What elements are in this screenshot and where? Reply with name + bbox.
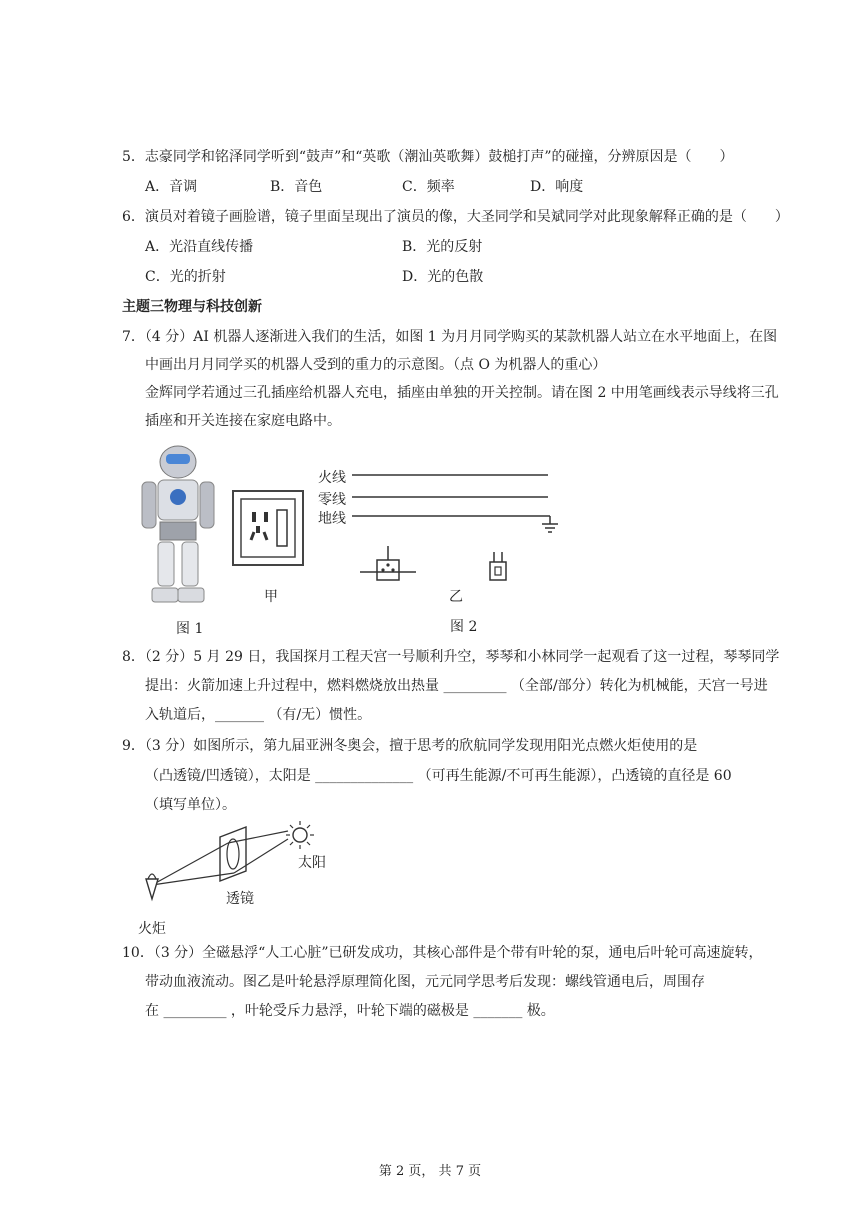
q8-line2: 提出：火箭加速上升过程中，燃料燃烧放出热量 _________ （全部/部分）转化为机械能，天宫一号进 xyxy=(145,678,768,694)
q9-line2: （凸透镜/凹透镜），太阳是 ______________ （可再生能源/不可再生能源），凸透镜的直径是 60 xyxy=(145,768,732,784)
q10-line1: 10．（3 分）全磁悬浮“人工心脏”已研发成功，其核心部件是个带有叶轮的泵，通电后叶轮可高速旋转， xyxy=(122,945,763,961)
sun-label: 太阳 xyxy=(298,855,326,871)
q6-option-b: B．光的反射 xyxy=(402,239,483,255)
label-yi: 乙 xyxy=(449,589,463,605)
q8-line3: 入轨道后，_______ （有/无）惯性。 xyxy=(145,707,372,723)
q5-option-a: A．音调 xyxy=(145,179,198,195)
q9-line1: 9．（3 分）如图所示，第九届亚洲冬奥会，擅于思考的欣航同学发现用阳光点燃火炬使用的是 xyxy=(122,738,698,754)
q6-option-c: C．光的折射 xyxy=(145,269,226,285)
label-jia: 甲 xyxy=(264,589,278,605)
q7-line2: 中画出月月同学买的机器人受到的重力的示意图。（点 O 为机器人的重心） xyxy=(145,357,607,373)
q7-line4: 插座和开关连接在家庭电路中。 xyxy=(145,413,341,429)
section-heading: 主题三物理与科技创新 xyxy=(122,299,262,315)
q6-option-d: D．光的色散 xyxy=(402,269,484,285)
torch-label: 火炬 xyxy=(138,921,166,937)
q7-line1: 7．（4 分）AI 机器人逐渐进入我们的生活，如图 1 为月月同学购买的某款机器人站立在水平地面上，在图 xyxy=(122,329,778,345)
q6-option-a: A．光沿直线传播 xyxy=(145,239,254,255)
q10-line2: 带动血液流动。图乙是叶轮悬浮原理简化图，元元同学思考后发现：螺线管通电后，周围存 xyxy=(145,974,705,990)
wire-live-label: 火线 xyxy=(318,470,346,486)
socket-figure xyxy=(232,490,304,566)
page-footer: 第 2 页， 共 7 页 xyxy=(378,1164,482,1179)
q5-stem: 5．志豪同学和铭泽同学听到“鼓声”和“英歌（潮汕英歌舞）鼓槌打声”的碰撞，分辨原因是（ ） xyxy=(122,149,734,165)
q7-line3: 金辉同学若通过三孔插座给机器人充电，插座由单独的开关控制。请在图 2 中用笔画线表示导线将三孔 xyxy=(145,385,779,401)
circuit-diagram xyxy=(350,466,570,586)
q5-option-b: B．音色 xyxy=(270,179,323,195)
q10-line3: 在 _________ ，叶轮受斥力悬浮，叶轮下端的磁极是 _______ 极。 xyxy=(145,1003,555,1019)
q5-option-d: D．响度 xyxy=(530,179,584,195)
robot-figure xyxy=(138,442,218,614)
figure1-caption: 图 1 xyxy=(176,621,204,637)
wire-neutral-label: 零线 xyxy=(318,492,346,508)
q5-option-c: C．频率 xyxy=(402,179,455,195)
q8-line1: 8．（2 分）5 月 29 日，我国探月工程天宫一号顺利升空，琴琴和小林同学一起观看了这一过程，琴琴同学 xyxy=(122,649,780,665)
figure2-caption: 图 2 xyxy=(450,619,478,635)
wire-ground-label: 地线 xyxy=(318,511,346,527)
lens-label: 透镜 xyxy=(226,891,254,907)
q9-line3: （填写单位）。 xyxy=(145,797,236,813)
q6-stem: 6．演员对着镜子画脸谱，镜子里面呈现出了演员的像，大圣同学和吴斌同学对此现象解释正确的是（ ） xyxy=(122,209,789,225)
